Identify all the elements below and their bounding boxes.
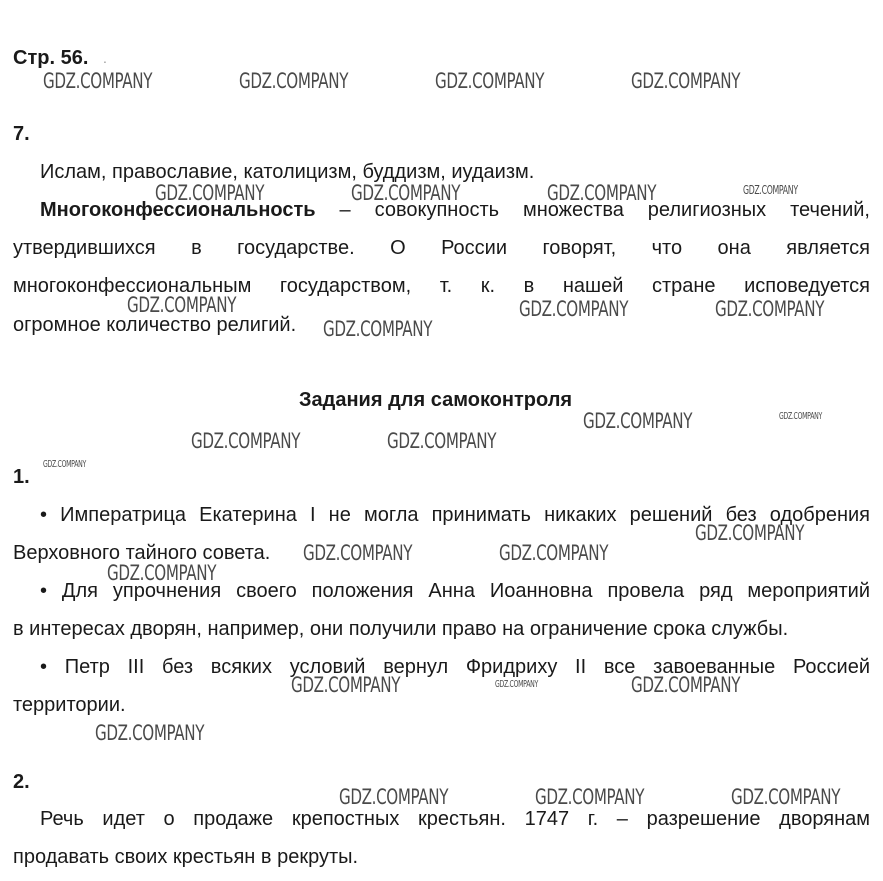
- task-1-number: 1.: [13, 466, 30, 488]
- watermark: GDZ.COMPANY: [351, 181, 461, 205]
- watermark: GDZ.COMPANY: [339, 785, 449, 809]
- task-1-bullet-3-line-1: [40, 655, 870, 679]
- bullet-text: • Императрица Екатерина I не могла принимать никаких решений без одобрения: [40, 504, 870, 526]
- section-title: Задания для самоконтроля: [299, 389, 573, 411]
- watermark: GDZ.COMPANY: [191, 429, 301, 453]
- watermark: GDZ.COMPANY: [43, 459, 86, 470]
- task-7-definition-line-2: [13, 236, 870, 260]
- watermark: GDZ.COMPANY: [239, 69, 349, 93]
- task-7-definition-line-4: огромное количество религий.: [13, 314, 297, 336]
- watermark: GDZ.COMPANY: [743, 183, 798, 197]
- watermark: GDZ.COMPANY: [323, 317, 433, 341]
- watermark: GDZ.COMPANY: [387, 429, 497, 453]
- bullet-text: • Петр III без всяких условий вернул Фридриху II все завоеванные Россией: [40, 656, 870, 678]
- watermark: GDZ.COMPANY: [43, 69, 153, 93]
- watermark: GDZ.COMPANY: [95, 721, 205, 745]
- definition-text: утвердившихся в государстве. О России говорят, что она является: [13, 237, 870, 259]
- bullet-text: • Для упрочнения своего положения Анна Иоанновна провела ряд мероприятий: [40, 580, 870, 602]
- stray-dot: .: [103, 50, 107, 66]
- watermark: GDZ.COMPANY: [731, 785, 841, 809]
- task-2-number: 2.: [13, 771, 30, 793]
- answer-text: Речь идет о продаже крепостных крестьян. 1747 г. – разрешение дворянам: [40, 808, 870, 830]
- definition-text: многоконфессиональным государством, т. к. в нашей стране исповедуется: [13, 275, 870, 297]
- task-7-number: 7.: [13, 123, 30, 145]
- watermark: GDZ.COMPANY: [107, 561, 217, 585]
- definition-rest: – совокупность множества религиозных течений,: [315, 199, 870, 221]
- watermark: GDZ.COMPANY: [127, 293, 237, 317]
- watermark: GDZ.COMPANY: [547, 181, 657, 205]
- watermark: GDZ.COMPANY: [499, 541, 609, 565]
- task-1-bullet-1-line-2: Верховного тайного совета.: [13, 542, 271, 564]
- task-7-answer-line: Ислам, православие, католицизм, буддизм, иудаизм.: [40, 161, 535, 183]
- watermark: GDZ.COMPANY: [779, 411, 822, 422]
- task-2-line-1: [40, 807, 870, 831]
- watermark: GDZ.COMPANY: [155, 181, 265, 205]
- watermark: GDZ.COMPANY: [583, 409, 693, 433]
- watermark: GDZ.COMPANY: [435, 69, 545, 93]
- task-1-bullet-3-line-2: территории.: [13, 694, 126, 716]
- watermark: GDZ.COMPANY: [631, 69, 741, 93]
- watermark: GDZ.COMPANY: [303, 541, 413, 565]
- watermark: GDZ.COMPANY: [715, 297, 825, 321]
- watermark: GDZ.COMPANY: [535, 785, 645, 809]
- task-1-bullet-2-line-2: в интересах дворян, например, они получили право на ограничение срока службы.: [13, 618, 789, 640]
- watermark: GDZ.COMPANY: [291, 673, 401, 697]
- definition-term: Многоконфессиональность: [40, 199, 316, 221]
- watermark: GDZ.COMPANY: [495, 679, 538, 690]
- watermark: GDZ.COMPANY: [695, 521, 805, 545]
- watermark: GDZ.COMPANY: [631, 673, 741, 697]
- watermark: GDZ.COMPANY: [519, 297, 629, 321]
- task-2-line-2: продавать своих крестьян в рекруты.: [13, 846, 359, 868]
- page-number-heading: Стр. 56.: [13, 47, 89, 69]
